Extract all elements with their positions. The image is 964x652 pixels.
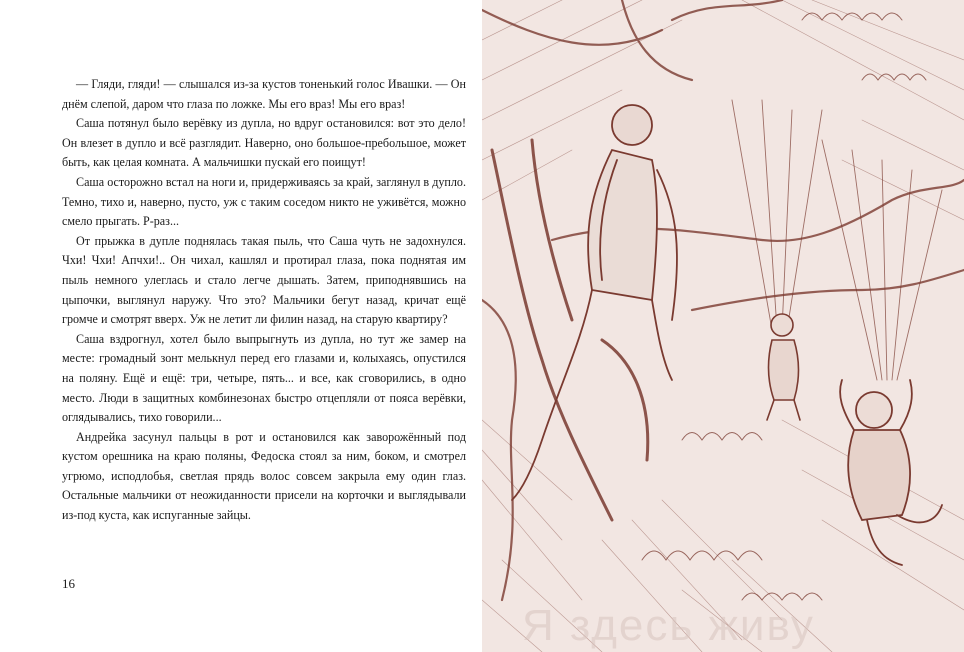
paragraph-3: Саша осторожно встал на ноги и, придерживаясь за край, заглянул в дупло. Темно, тихо и, наверно, пусто, уж с таким соседом никто не уживётся, можно смело прыгать. Р-раз... xyxy=(62,174,466,229)
watermark-text: Я здесь живу xyxy=(522,601,815,650)
paragraph-6: Андрейка засунул пальцы в рот и остановился как заворожённый под кустом орешника на краю поляны, Федоска стоял за ним, боком, и смотрел угрюмо, исподлобья, светлая прядь волос совсем закрыла ему один глаз. Остальные мальчики от неожиданности присели на корточки и выглядывали из-под куста, как испуганные зайцы. xyxy=(62,429,466,523)
page-number: 16 xyxy=(62,576,75,591)
illustration-panel xyxy=(482,0,964,652)
sketch-paper xyxy=(482,0,964,652)
sketch-illustration xyxy=(482,0,964,652)
paragraph-2: Саша потянул было верёвку из дупла, но вдруг остановился: вот это дело! Он влезет в дупло и всё разглядит. Наверно, оно большое-пребольшое, может быть, как целая комната. А мальчишки пускай его поищут! xyxy=(62,116,466,170)
paragraph-1: — Гляди, гляди! — слышался из-за кустов тоненький голос Ивашки. — Он днём слепой, даром что глаза по ложке. Мы его враз! Мы его враз! xyxy=(62,77,466,111)
text-column xyxy=(62,75,466,526)
paragraph-4: От прыжка в дупле поднялась такая пыль, что Саша чуть не задохнулся. Чхи! Чхи! Апчхи!.. Он чихал, кашлял и протирал глаза, пока поднятая им пыль немного улеглась и стало легче дышать. Затем, приподнявшись на цыпочки, выглянул наружу. Что это? Мальчики бегут назад, кричат ещё громче и смотрят вверх. Уж не летит ли филин назад, на старую квартиру? xyxy=(62,233,466,327)
paragraph-5: Саша вздрогнул, хотел было выпрыгнуть из дупла, но тут же замер на месте: громадный зонт мелькнул перед его глазами и, колыхаясь, опустился на поляну. Ещё и ещё: три, четыре, пять... и все, как сговорились, в одно место. Люди в защитных комбинезонах быстро отцепляли от пояса верёвки, оглядывались, тихо говорили... xyxy=(62,331,466,425)
